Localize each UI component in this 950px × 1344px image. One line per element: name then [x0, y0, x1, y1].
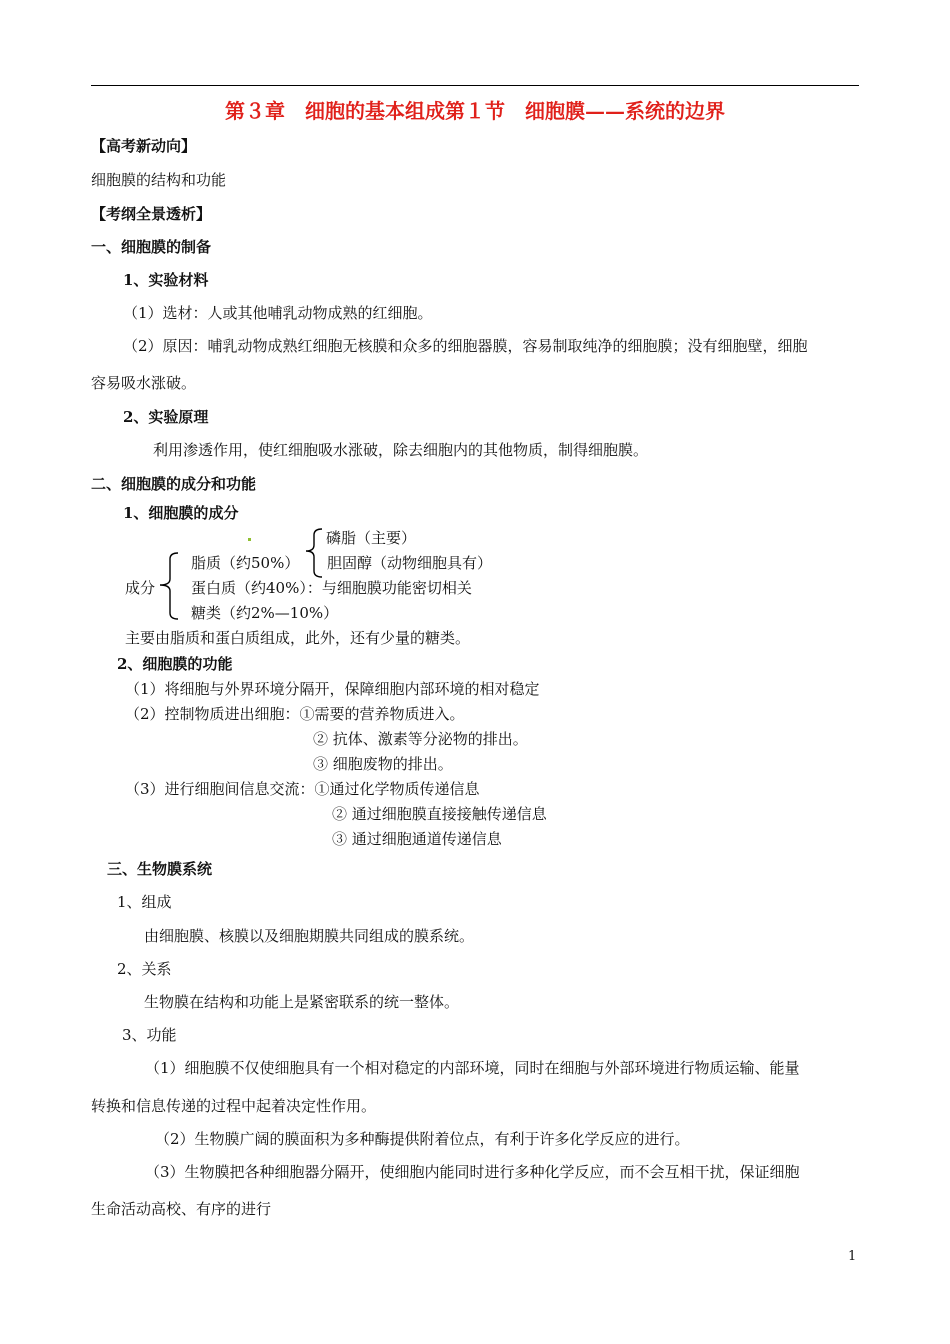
page-title: 第３章 细胞的基本组成第１节 细胞膜——系统的边界 [225, 99, 725, 123]
function-2-b: ② 抗体、激素等分泌物的排出。 [313, 730, 528, 748]
composition-sugar: 糖类（约2%—10%） [191, 604, 339, 622]
lipid-brace [300, 527, 324, 579]
section-3-2-heading: 2、关系 [117, 960, 172, 978]
section-1-heading: 一、细胞膜的制备 [91, 238, 212, 256]
composition-protein: 蛋白质（约40%）：与细胞膜功能密切相关 [191, 579, 472, 597]
section-3-1-text: 由细胞膜、核膜以及细胞期膜共同组成的膜系统。 [144, 927, 475, 945]
function-2-a: （2）控制物质进出细胞：①需要的营养物质进入。 [125, 705, 465, 723]
function-1: （1）将细胞与外界环境分隔开，保障细胞内部环境的相对稳定 [125, 680, 540, 698]
section-2-1-summary: 主要由脂质和蛋白质组成，此外，还有少量的糖类。 [125, 629, 471, 647]
composition-cholesterol: 胆固醇（动物细胞具有） [327, 554, 493, 572]
section-2-2-heading: 2、细胞膜的功能 [117, 655, 233, 673]
section-1-2-heading: 2、实验原理 [123, 408, 209, 426]
stray-mark [248, 538, 251, 541]
page-number: 1 [848, 1249, 857, 1264]
section-1-1-para-2-line-2: 容易吸水涨破。 [91, 374, 197, 392]
section-1-2-text: 利用渗透作用，使红细胞吸水涨破，除去细胞内的其他物质，制得细胞膜。 [153, 441, 649, 459]
section-1-1-para-2-line-1: （2）原因：哺乳动物成熟红细胞无核膜和众多的细胞器膜，容易制取纯净的细胞膜；没有细胞壁，细胞 [123, 337, 808, 355]
composition-lipid: 脂质（约50%） [191, 554, 300, 572]
section-2-1-heading: 1、细胞膜的成分 [123, 504, 239, 522]
section-3-2-text: 生物膜在结构和功能上是紧密联系的统一整体。 [144, 993, 460, 1011]
function-3-b: ② 通过细胞膜直接接触传递信息 [332, 805, 547, 823]
header-rule [91, 85, 859, 86]
gaokao-heading: 【高考新动向】 [91, 137, 197, 155]
function-3-c: ③ 通过细胞通道传递信息 [332, 830, 502, 848]
section-1-1-heading: 1、实验材料 [123, 271, 209, 289]
composition-label: 成分 [125, 579, 156, 597]
section-3-3-para-3-line-1: （3）生物膜把各种细胞器分隔开，使细胞内能同时进行多种化学反应，而不会互相干扰，保证细胞 [145, 1163, 800, 1181]
section-2-heading: 二、细胞膜的成分和功能 [91, 475, 257, 493]
gaokao-text: 细胞膜的结构和功能 [91, 171, 227, 189]
function-2-c: ③ 细胞废物的排出。 [313, 755, 453, 773]
section-3-3-para-1-line-1: （1）细胞膜不仅使细胞具有一个相对稳定的内部环境，同时在细胞与外部环境进行物质运输、能量 [145, 1059, 800, 1077]
section-3-3-para-3-line-2: 生命活动高校、有序的进行 [91, 1200, 272, 1218]
section-3-1-heading: 1、组成 [117, 893, 172, 911]
section-3-heading: 三、生物膜系统 [107, 860, 213, 878]
section-3-3-heading: 3、功能 [122, 1026, 177, 1044]
section-3-3-para-1-line-2: 转换和信息传递的过程中起着决定性作用。 [91, 1097, 377, 1115]
function-3-a: （3）进行细胞间信息交流：①通过化学物质传递信息 [125, 780, 480, 798]
composition-brace [156, 551, 180, 621]
kaogang-heading: 【考纲全景透析】 [91, 205, 212, 223]
section-1-1-para-1: （1）选材：人或其他哺乳动物成熟的红细胞。 [123, 304, 433, 322]
composition-phospholipid: 磷脂（主要） [326, 529, 417, 547]
section-3-3-para-2: （2）生物膜广阔的膜面积为多种酶提供附着位点，有利于许多化学反应的进行。 [155, 1130, 690, 1148]
